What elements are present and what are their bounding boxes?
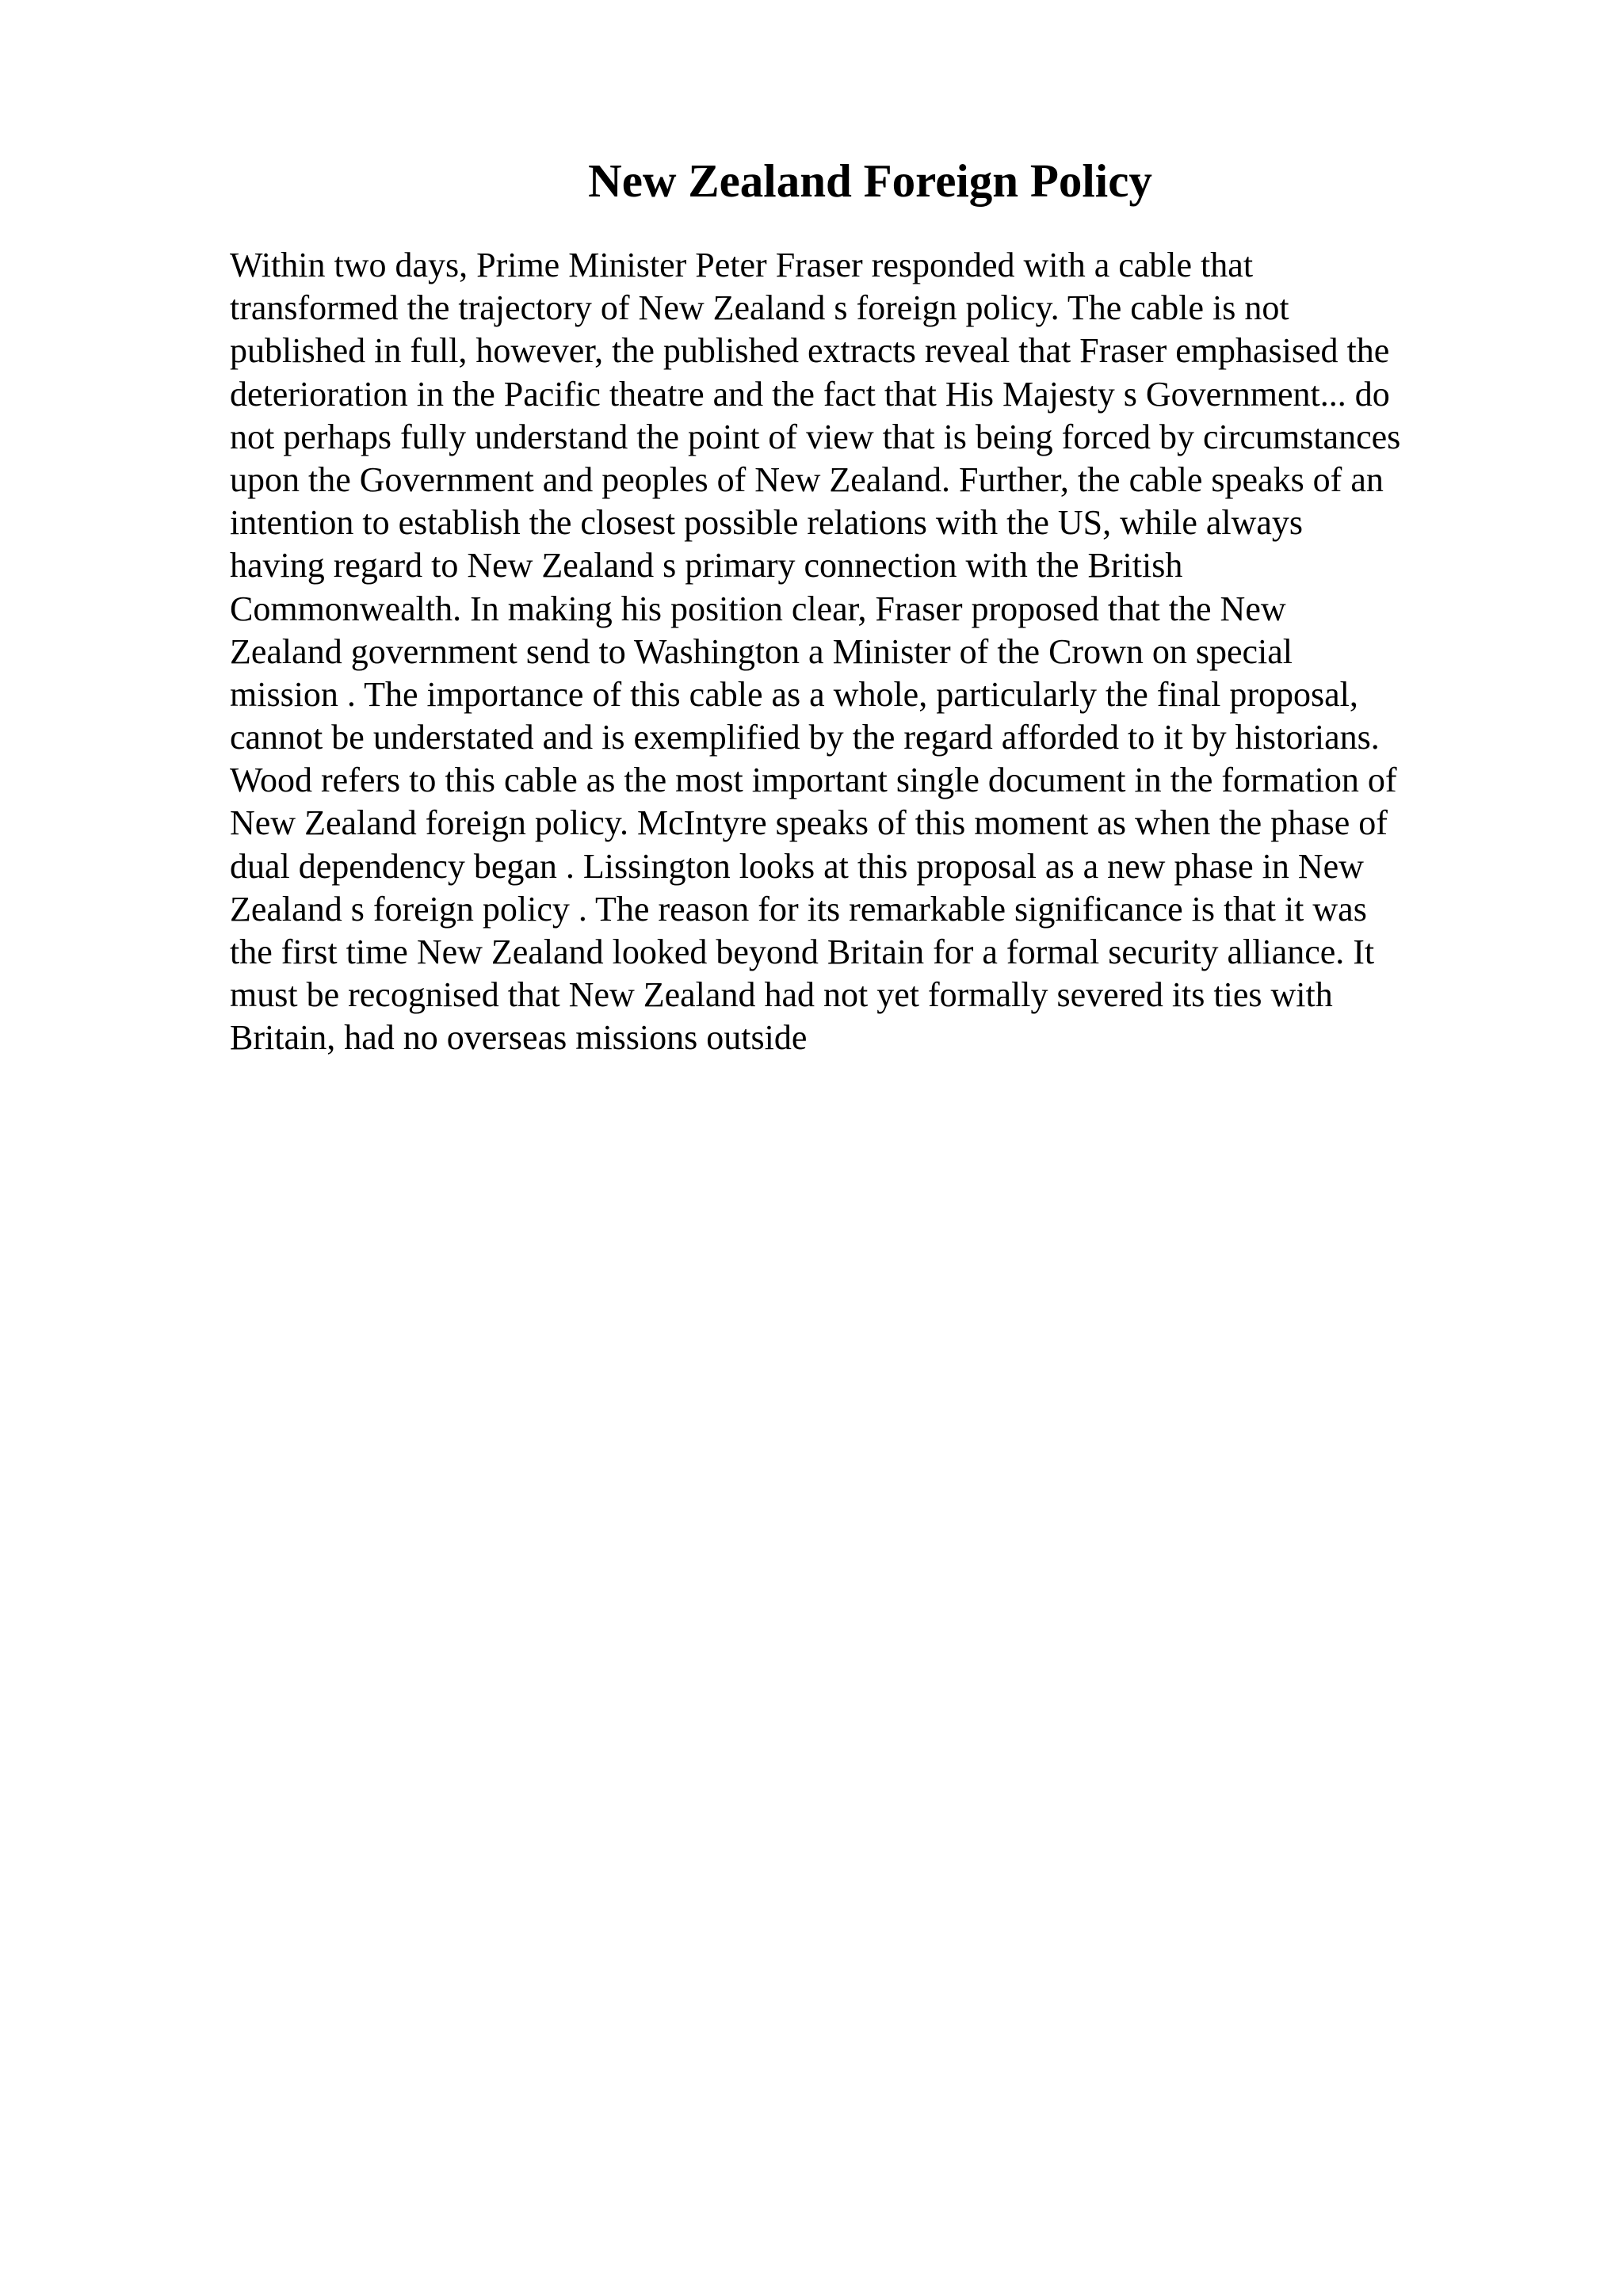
paragraph-line: cannot be understated and is exemplified by the regard afforded to it by historians. xyxy=(230,718,1380,757)
paragraph-line: mission . The importance of this cable as a whole, particularly the final proposal, xyxy=(230,674,1358,714)
paragraph-line: Zealand government send to Washington a Minister of the Crown on special xyxy=(230,631,1293,671)
paragraph-line: upon the Government and peoples of New Zealand. Further, the cable speaks of an xyxy=(230,460,1384,499)
page-title: New Zealand Foreign Policy xyxy=(588,154,1152,207)
paragraph-line: Commonwealth. In making his position clear, Fraser proposed that the New xyxy=(230,589,1286,628)
paragraph-line: intention to establish the closest possible relations with the US, while always xyxy=(230,503,1304,543)
paragraph-line: the first time New Zealand looked beyond Britain for a formal security alliance. It xyxy=(230,933,1375,971)
paragraph-line: not perhaps fully understand the point of view that is being forced by circumstances xyxy=(230,417,1401,456)
paragraph-line: transformed the trajectory of New Zealand s foreign policy. The cable is not xyxy=(230,288,1289,328)
paragraph-line: published in full, however, the published extracts reveal that Fraser emphasised the xyxy=(230,331,1390,371)
body-paragraph xyxy=(230,244,1482,1060)
paragraph-line: Zealand s foreign policy . The reason for its remarkable significance is that it was xyxy=(230,889,1367,929)
paragraph-line: deterioration in the Pacific theatre and the fact that His Majesty s Government... do xyxy=(230,374,1390,414)
paragraph-line: New Zealand foreign policy. McIntyre speaks of this moment as when the phase of xyxy=(230,803,1388,843)
paragraph-line: having regard to New Zealand s primary connection with the British xyxy=(230,546,1183,585)
paragraph-line: must be recognised that New Zealand had not yet formally severed its ties with xyxy=(230,975,1333,1015)
paragraph-line: dual dependency began . Lissington looks at this proposal as a new phase in New xyxy=(230,846,1364,886)
paragraph-line: Britain, had no overseas missions outside xyxy=(230,1018,808,1058)
paragraph-line: Within two days, Prime Minister Peter Fraser responded with a cable that xyxy=(230,246,1254,284)
paragraph-line: Wood refers to this cable as the most important single document in the formation of xyxy=(230,761,1397,800)
